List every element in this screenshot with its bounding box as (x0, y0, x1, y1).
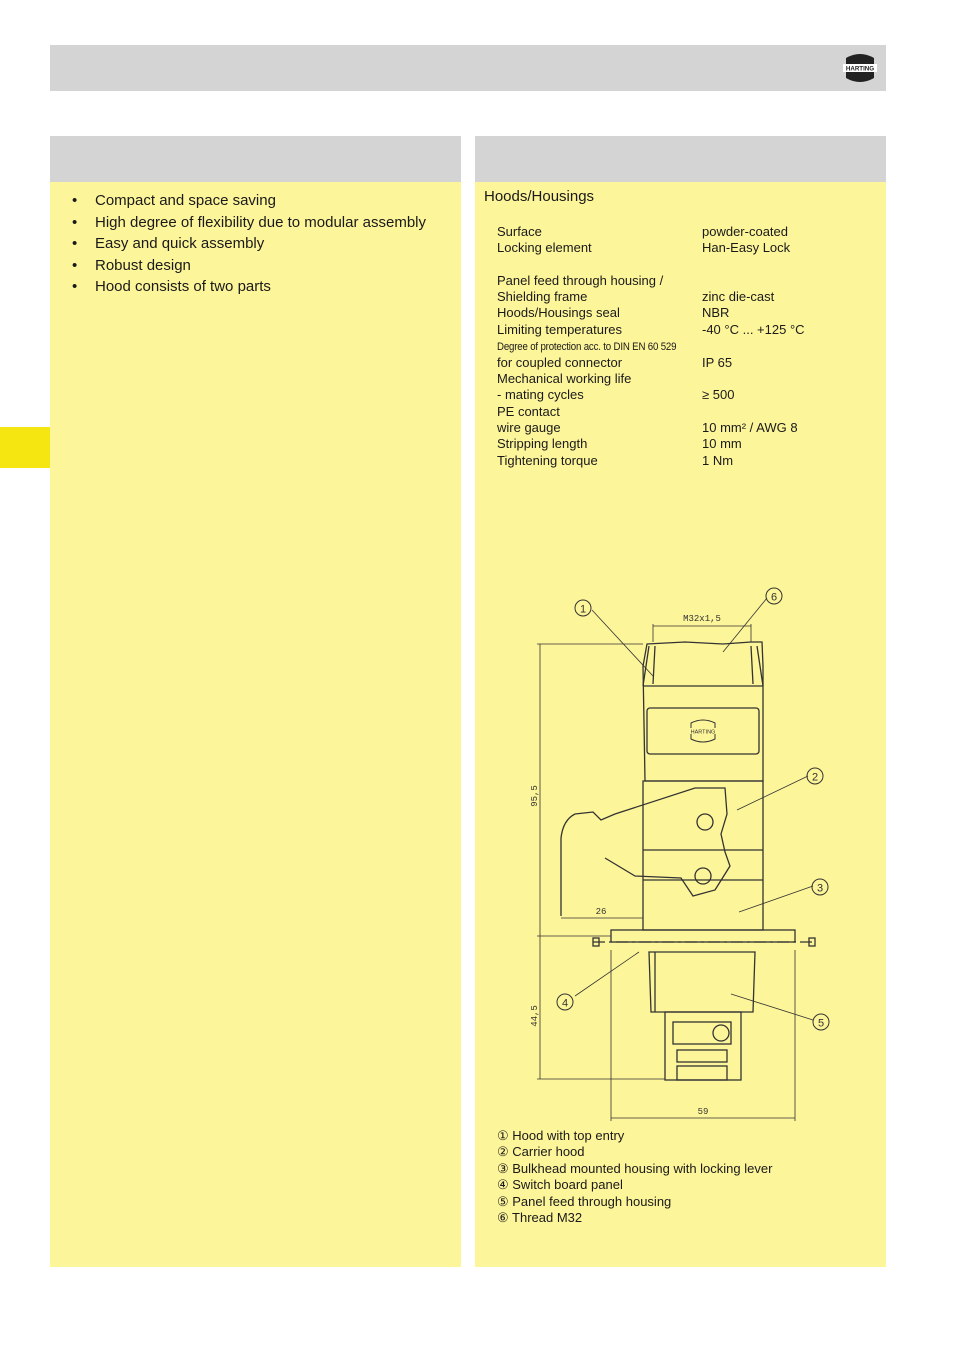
bullet: • (72, 256, 78, 274)
callout-3: 3 (816, 882, 824, 895)
features-header (50, 136, 461, 182)
features-column (50, 136, 461, 1267)
callout-2: 2 (811, 771, 819, 784)
technical-drawing (515, 576, 885, 1136)
drawing-logo-text: HARTING (690, 729, 716, 736)
legend-item: ⑥ Thread M32 (497, 1210, 583, 1226)
harting-logo (840, 48, 880, 88)
list-item (50, 212, 426, 234)
callout-6: 6 (770, 591, 778, 604)
dim-height-bottom: 44,5 (530, 1005, 540, 1027)
bullet: • (72, 235, 78, 252)
list-item (50, 233, 426, 255)
feature-text: Compact and space saving (95, 192, 276, 209)
drawing-legend (497, 1128, 772, 1226)
dim-lever: 26 (595, 907, 607, 917)
callout-4: 4 (561, 997, 569, 1010)
feature-text: Robust design (95, 256, 191, 274)
logo-text: HARTING (845, 65, 875, 73)
legend-item: ⑤ Panel feed through housing (497, 1193, 672, 1209)
legend-item: ② Carrier hood (497, 1144, 585, 1160)
chapter-tab (0, 427, 50, 468)
callout-5: 5 (817, 1017, 825, 1030)
specs-header (475, 136, 886, 182)
list-item (50, 255, 426, 277)
specs-title: Hoods/Housings (484, 188, 595, 205)
header-bar (50, 45, 886, 91)
dim-height-top: 95,5 (530, 785, 540, 807)
callout-1: 1 (579, 603, 587, 616)
dim-thread: M32x1,5 (683, 614, 721, 624)
legend-item: ③ Bulkhead mounted housing with locking lever (497, 1160, 773, 1176)
list-item (50, 190, 426, 212)
feature-text: Easy and quick assembly (95, 235, 265, 252)
feature-list (50, 190, 426, 298)
feature-text: Hood consists of two parts (95, 278, 271, 295)
bullet: • (72, 192, 78, 209)
dim-width: 59 (697, 1107, 709, 1117)
list-item (50, 276, 426, 298)
feature-text: High degree of flexibility due to modular assembly (95, 213, 427, 231)
specs-column: Hoods/Housings Surface powder-coated Locking element Han-Easy Lock Panel feed through housing / Shielding frame zinc die-cast Hoods/Housings seal NBR Limiting temperatures -40 °C ... +125 °C Degree of protection acc. to DIN EN 60 529 for coupled connector IP 65 Mechanical working life - mating cycles ≥ 500 PE contact wire gauge 10 mm² / AWG 8 Stripping length 10 mm Tightening torque 1 Nm HARTING 1 6 2 3 4 5 M32x1,5 95,5 44,5 26 59 ① Hood with top entry ② Carrier hood ③ Bulkhead mounted housing with locking lever ④ Switch board panel ⑤ Panel feed through housing ⑥ Thread M32 (475, 136, 886, 1267)
legend-item: ④ Switch board panel (497, 1177, 623, 1193)
bullet: • (72, 213, 78, 231)
legend-item: ① Hood with top entry (497, 1128, 625, 1143)
bullet: • (72, 278, 78, 295)
